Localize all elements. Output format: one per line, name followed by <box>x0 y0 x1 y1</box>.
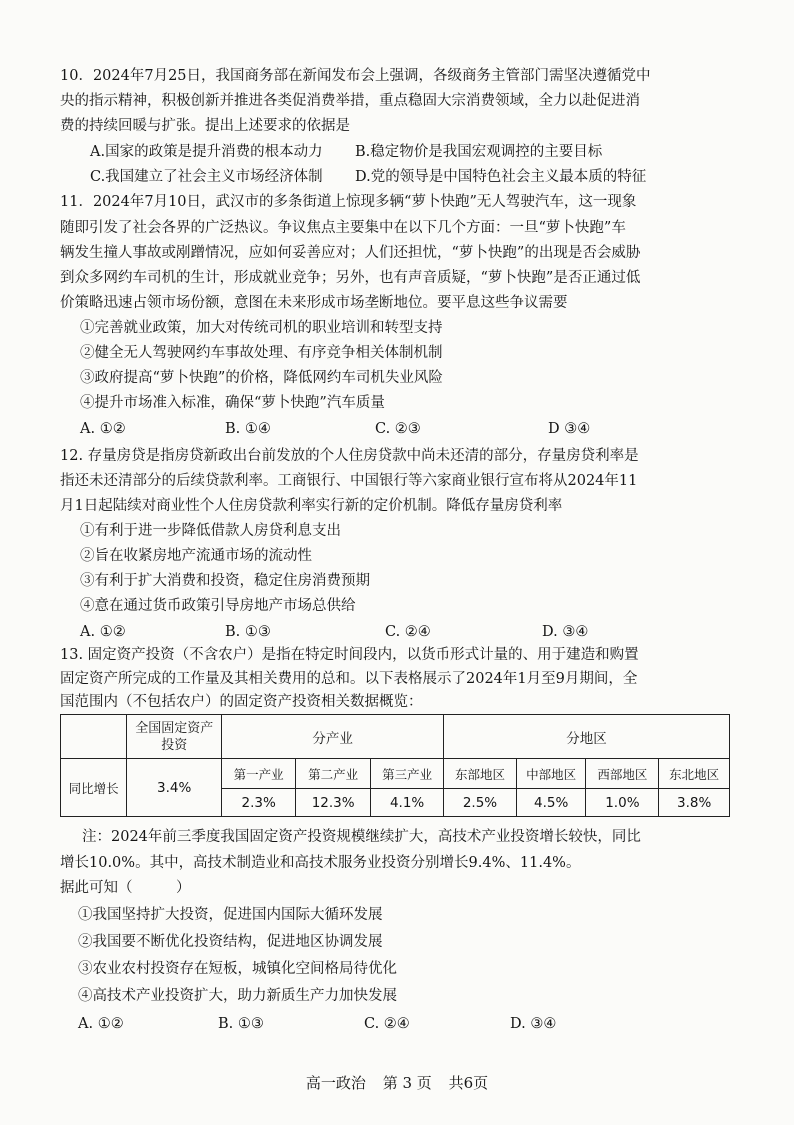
q10-option-d: D.党的领导是中国特色社会主义最本质的特征 <box>355 169 647 185</box>
q12-option-d: D. ③④ <box>542 624 589 640</box>
q10-stem-line: 央的指示精神，积极创新并推进各类促消费举措，重点稳固大宗消费领域，全力以赴促进消 <box>60 93 640 109</box>
q11-item: ④提升市场准入标准，确保“萝卜快跑”汽车质量 <box>80 395 385 411</box>
q11-option-b: B. ①④ <box>225 421 271 437</box>
q13-option-b: B. ①③ <box>218 1016 264 1032</box>
q13-option-a: A. ①② <box>78 1016 124 1032</box>
q12-stem-line: 12. 存量房贷是指房贷新政出台前发放的个人住房贷款中尚未还清的部分，存量房贷利率是 <box>60 448 639 464</box>
q13-note-line: 增长10.0%。其中，高技术制造业和高技术服务业投资分别增长9.4%、11.4%。 <box>60 855 581 871</box>
table-industry-header: 第二产业 <box>296 759 371 789</box>
q12-option-b: B. ①③ <box>225 624 271 640</box>
footer-page-number: 第 3 页 <box>382 1074 432 1092</box>
q13-item: ③农业农村投资存在短板，城镇化空间格局待优化 <box>78 961 397 977</box>
table-header-total: 全国固定资产投资 <box>127 715 222 759</box>
table-region-value: 1.0% <box>586 789 659 817</box>
q10-option-c: C.我国建立了社会主义市场经济体制 <box>90 169 323 185</box>
q11-stem-line: 随即引发了社会各界的广泛热议。争议焦点主要集中在以下几个方面：一旦“萝卜快跑”车 <box>60 220 626 236</box>
table-industry-value: 12.3% <box>296 789 371 817</box>
table-total-value: 3.4% <box>127 759 222 817</box>
q13-note-line: 注：2024年前三季度我国固定资产投资规模继续扩大，高技术产业投资增长较快，同比 <box>82 829 641 845</box>
q10-stem-line: 费的持续回暖与扩张。提出上述要求的依据是 <box>60 118 350 134</box>
q11-item: ③政府提高“萝卜快跑”的价格，降低网约车司机失业风险 <box>80 370 443 386</box>
q11-stem-line: 辆发生撞人事故或剐蹭情况，应如何妥善应对；人们还担忧，“萝卜快跑”的出现是否会威胁 <box>60 245 641 261</box>
q10-stem-line: 10．2024年7月25日，我国商务部在新闻发布会上强调，各级商务主管部门需坚决遵循党中 <box>60 68 651 84</box>
q11-stem-line: 价策略迅速占领市场份额，意图在未来形成市场垄断地位。要平息这些争议需要 <box>60 295 568 311</box>
table-industry-header: 第一产业 <box>222 759 296 789</box>
table-corner-cell <box>61 715 127 759</box>
q13-option-c: C. ②④ <box>364 1016 410 1032</box>
q12-item: ②旨在收紧房地产流通市场的流动性 <box>80 548 312 564</box>
investment-table <box>60 714 730 817</box>
q12-item: ③有利于扩大消费和投资，稳定住房消费预期 <box>80 573 370 589</box>
q13-options <box>78 1012 718 1036</box>
q11-option-c: C. ②③ <box>375 421 421 437</box>
q13-option-d: D. ③④ <box>510 1016 557 1032</box>
q11-stem-line: 到众多网约车司机的生计，形成就业竞争；另外，也有声音质疑，“萝卜快跑”是否正通过低 <box>60 270 641 286</box>
table-region-value: 3.8% <box>659 789 730 817</box>
q12-option-a: A. ①② <box>80 624 126 640</box>
table-region-header: 西部地区 <box>586 759 659 789</box>
q10-option-b: B.稳定物价是我国宏观调控的主要目标 <box>355 144 603 160</box>
footer-total-pages: 共6页 <box>448 1074 489 1092</box>
q13-item: ②我国要不断优化投资结构，促进地区协调发展 <box>78 934 383 950</box>
q11-option-a: A. ①② <box>80 421 126 437</box>
q10-option-a: A.国家的政策是提升消费的根本动力 <box>90 144 323 160</box>
table-industry-header: 第三产业 <box>371 759 444 789</box>
table-header-industry: 分产业 <box>222 715 444 759</box>
table-region-header: 东北地区 <box>659 759 730 789</box>
q13-item: ①我国坚持扩大投资，促进国内国际大循环发展 <box>78 907 383 923</box>
q11-stem-line: 11．2024年7月10日，武汉市的多条街道上惊现多辆“萝卜快跑”无人驾驶汽车，这一现象 <box>60 194 637 210</box>
q12-stem-line: 指还未还清部分的后续贷款利率。工商银行、中国银行等六家商业银行宣布将从2024年11 <box>60 473 638 489</box>
q12-item: ①有利于进一步降低借款人房贷利息支出 <box>80 523 341 539</box>
q11-item: ①完善就业政策，加大对传统司机的职业培训和转型支持 <box>80 320 443 336</box>
q12-item: ④意在通过货币政策引导房地产市场总供给 <box>80 598 356 614</box>
q13-stem-line: 固定资产所完成的工作量及其相关费用的总和。以下表格展示了2024年1月至9月期间，全 <box>60 671 638 687</box>
q12-stem-line: 月1日起陆续对商业性个人住房贷款利率实行新的定价机制。降低存量房贷利率 <box>60 498 563 514</box>
q11-options <box>80 417 720 441</box>
q11-option-d: D ③④ <box>548 421 591 437</box>
footer-subject: 高一政治 <box>305 1074 366 1092</box>
q13-prompt: 据此可知（ ） <box>60 880 191 896</box>
table-region-header: 中部地区 <box>516 759 586 789</box>
table-industry-value: 2.3% <box>222 789 296 817</box>
q13-stem-line: 国范围内（不包括农户）的固定资产投资相关数据概览： <box>60 694 423 710</box>
q13-item: ④高技术产业投资扩大，助力新质生产力加快发展 <box>78 988 397 1004</box>
q12-options <box>80 620 720 644</box>
q13-stem-line: 13. 固定资产投资（不含农户）是指在特定时间段内，以货币形式计量的、用于建造和购置 <box>60 647 639 663</box>
table-region-header: 东部地区 <box>444 759 517 789</box>
q12-option-c: C. ②④ <box>385 624 431 640</box>
table-region-value: 4.5% <box>516 789 586 817</box>
page-footer <box>0 1072 794 1093</box>
table-industry-value: 4.1% <box>371 789 444 817</box>
table-header-region: 分地区 <box>444 715 730 759</box>
table-row-label: 同比增长 <box>61 759 127 817</box>
table-region-value: 2.5% <box>444 789 517 817</box>
q11-item: ②健全无人驾驶网约车事故处理、有序竞争相关体制机制 <box>80 345 443 361</box>
